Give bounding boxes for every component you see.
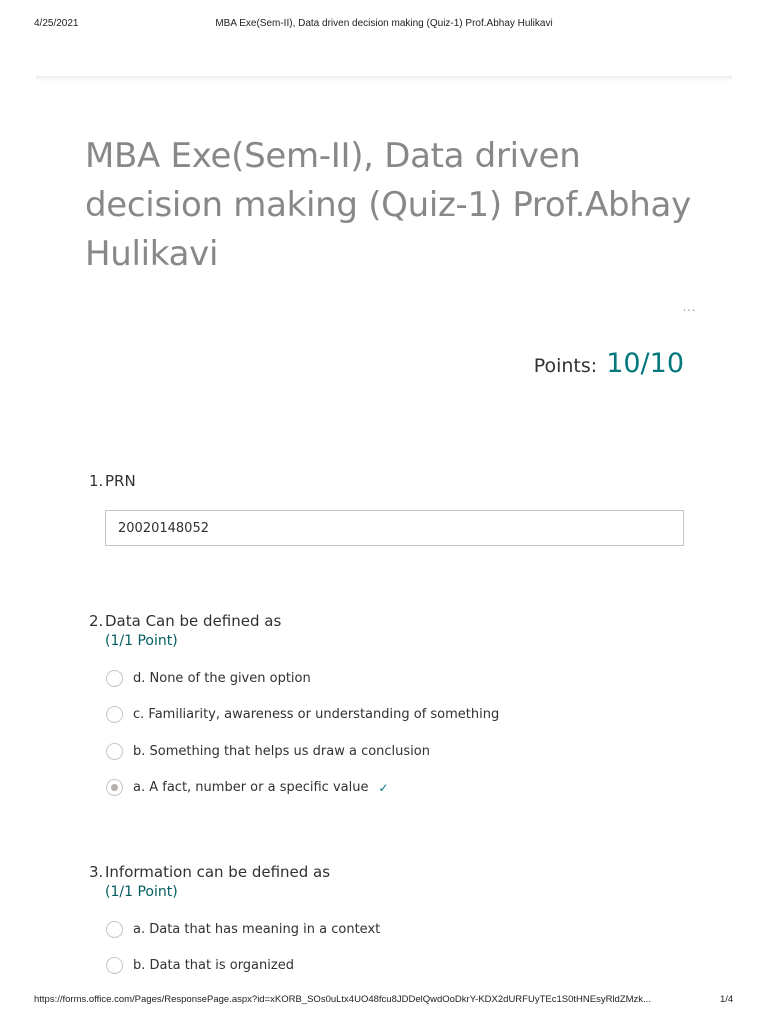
option-label: a. A fact, number or a specific value	[133, 780, 369, 796]
radio-button[interactable]	[106, 957, 123, 974]
radio-button[interactable]	[106, 921, 123, 938]
question-number: 1.	[89, 472, 104, 490]
question-text: Information can be defined as	[105, 863, 331, 881]
question-title	[89, 472, 136, 490]
question-number: 3.	[89, 863, 104, 881]
question-2-options	[106, 660, 499, 806]
prn-answer-field[interactable]: 20020148052	[105, 510, 684, 546]
points-label: Points:	[533, 355, 598, 377]
radio-button-selected[interactable]	[106, 779, 123, 796]
answer-option[interactable]	[106, 697, 499, 734]
more-options-icon[interactable]: …	[682, 298, 698, 314]
print-page-title: MBA Exe(Sem-II), Data driven decision making (Quiz-1) Prof.Abhay Hulikavi	[215, 18, 553, 29]
radio-button[interactable]	[106, 743, 123, 760]
page-url: https://forms.office.com/Pages/ResponsePage.aspx?id=xKORB_SOs0uLtx4UO48fcu8JDDelQwdOoDkrY-KDX2dURFUyTEc1S0tHNEsyRldZMzk...	[34, 994, 651, 1005]
question-3-options	[106, 911, 380, 984]
points-summary	[534, 348, 684, 379]
answer-option-selected[interactable]	[106, 770, 499, 807]
radio-button[interactable]	[106, 706, 123, 723]
answer-option[interactable]	[106, 733, 499, 770]
points-value: 10/10	[606, 348, 684, 379]
option-label: b. Something that helps us draw a conclusion	[133, 743, 430, 759]
question-3	[89, 863, 330, 900]
print-footer	[0, 994, 768, 1008]
page-number: 1/4	[720, 994, 734, 1005]
question-2	[89, 612, 281, 649]
question-1	[89, 472, 136, 490]
question-text: PRN	[105, 472, 136, 490]
question-points: (1/1 Point)	[105, 633, 178, 649]
question-number: 2.	[89, 612, 104, 630]
option-label: c. Familiarity, awareness or understanding of something	[133, 707, 500, 723]
option-label: d. None of the given option	[133, 670, 311, 686]
print-date: 4/25/2021	[34, 18, 79, 29]
form-header-divider	[36, 76, 732, 82]
option-label: a. Data that has meaning in a context	[133, 921, 381, 937]
question-title	[89, 612, 281, 630]
answer-option[interactable]	[106, 660, 499, 697]
question-points: (1/1 Point)	[105, 884, 178, 900]
form-title: MBA Exe(Sem-II), Data driven decision making (Quiz-1) Prof.Abhay Hulikavi	[85, 136, 691, 274]
question-text: Data Can be defined as	[105, 612, 282, 630]
radio-button[interactable]	[106, 670, 123, 687]
option-label: b. Data that is organized	[133, 958, 294, 974]
question-title	[89, 863, 330, 881]
answer-option[interactable]	[106, 911, 380, 948]
print-header	[0, 18, 768, 32]
answer-option[interactable]	[106, 948, 380, 985]
checkmark-icon: ✓	[378, 780, 389, 795]
